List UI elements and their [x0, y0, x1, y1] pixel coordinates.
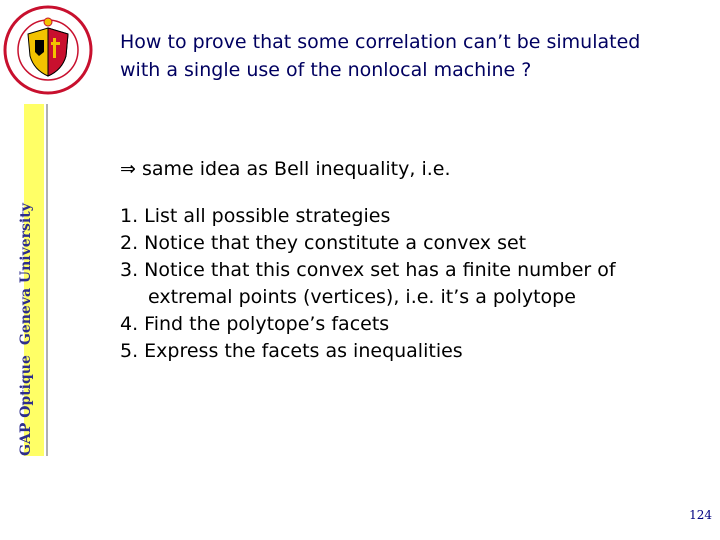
list-item: 1. List all possible strategies	[120, 205, 391, 227]
slide-title	[120, 28, 710, 84]
page-number: 124	[689, 508, 712, 522]
slide-title-line-1: How to prove that some correlation can’t be simulated	[120, 31, 641, 53]
lead-statement	[120, 155, 451, 183]
sidebar-label-left: GAP Optique	[18, 355, 34, 456]
list-item: 5. Express the facets as inequalities	[120, 340, 463, 362]
university-seal-logo	[2, 4, 94, 96]
list-item: 4. Find the polytope’s facets	[120, 313, 390, 335]
sidebar-divider	[46, 104, 48, 456]
sidebar-label	[18, 203, 34, 456]
list-item-continuation: extremal points (vertices), i.e. it’s a polytope	[148, 286, 576, 308]
steps-list	[120, 203, 710, 365]
implies-arrow-icon: ⇒	[120, 158, 136, 180]
list-item: 2. Notice that they constitute a convex set	[120, 232, 527, 254]
slide-title-line-2: with a single use of the nonlocal machine ?	[120, 59, 532, 81]
list-item: 3. Notice that this convex set has a finite number of	[120, 259, 616, 281]
lead-text: same idea as Bell inequality, i.e.	[141, 158, 451, 180]
sidebar-label-right: Geneva University	[18, 203, 34, 346]
